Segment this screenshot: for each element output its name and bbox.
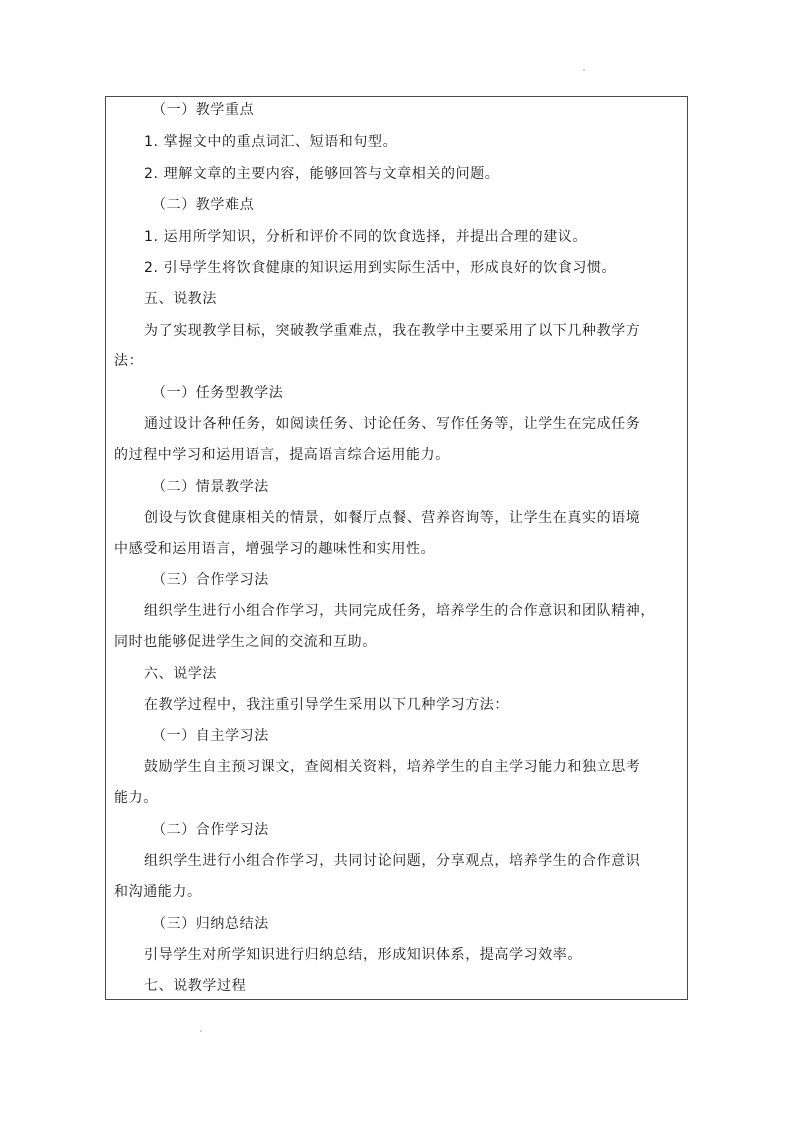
- paragraph: 中感受和运用语言，增强学习的趣味性和实用性。: [114, 541, 436, 557]
- paragraph: 2. 理解文章的主要内容，能够回答与文章相关的问题。: [144, 166, 500, 182]
- paragraph: 2. 引导学生将饮食健康的知识运用到实际生活中，形成良好的饮食习惯。: [144, 260, 617, 276]
- section-heading-learning-methods: 六、说学法: [144, 666, 217, 682]
- paragraph: 创设与饮食健康相关的情景，如餐厅点餐、营养咨询等，让学生在真实的语境: [144, 510, 641, 526]
- paragraph: 1. 掌握文中的重点词汇、短语和句型。: [144, 134, 398, 150]
- paragraph: 能力。: [114, 790, 158, 806]
- paragraph: 在教学过程中，我注重引导学生采用以下几种学习方法：: [144, 697, 509, 713]
- subheading-cooperative: （三）合作学习法: [152, 572, 269, 588]
- paragraph: 1. 运用所学知识，分析和评价不同的饮食选择，并提出合理的建议。: [144, 229, 588, 245]
- subheading-teaching-focus: （一）教学重点: [152, 102, 255, 118]
- subheading-cooperative-learning: （二）合作学习法: [152, 822, 269, 838]
- paragraph: 引导学生对所学知识进行归纳总结，形成知识体系，提高学习效率。: [144, 947, 582, 963]
- paragraph: 组织学生进行小组合作学习，共同完成任务，培养学生的合作意识和团队精神，: [144, 603, 655, 619]
- section-heading-teaching-methods: 五、说教法: [144, 291, 217, 307]
- paragraph: 法：: [114, 353, 144, 369]
- paragraph: 组织学生进行小组合作学习，共同讨论问题，分享观点，培养学生的合作意识: [144, 853, 641, 869]
- subheading-summarizing: （三）归纳总结法: [152, 916, 269, 932]
- corner-mark: [200, 1030, 202, 1032]
- paragraph: 同时也能够促进学生之间的交流和互助。: [114, 634, 377, 650]
- subheading-teaching-difficulty: （二）教学难点: [152, 197, 255, 213]
- subheading-self-study: （一）自主学习法: [152, 728, 269, 744]
- paragraph: 通过设计各种任务，如阅读任务、讨论任务、写作任务等，让学生在完成任务: [144, 416, 641, 432]
- subheading-situational: （二）情景教学法: [152, 479, 269, 495]
- section-heading-teaching-process: 七、说教学过程: [144, 978, 247, 994]
- corner-mark: [583, 69, 585, 71]
- paragraph: 的过程中学习和运用语言，提高语言综合运用能力。: [114, 447, 450, 463]
- subheading-task-based: （一）任务型教学法: [152, 385, 284, 401]
- paragraph: 鼓励学生自主预习课文，查阅相关资料，培养学生的自主学习能力和独立思考: [144, 759, 641, 775]
- paragraph: 为了实现教学目标，突破教学重难点，我在教学中主要采用了以下几种教学方: [144, 323, 641, 339]
- paragraph: 和沟通能力。: [114, 884, 202, 900]
